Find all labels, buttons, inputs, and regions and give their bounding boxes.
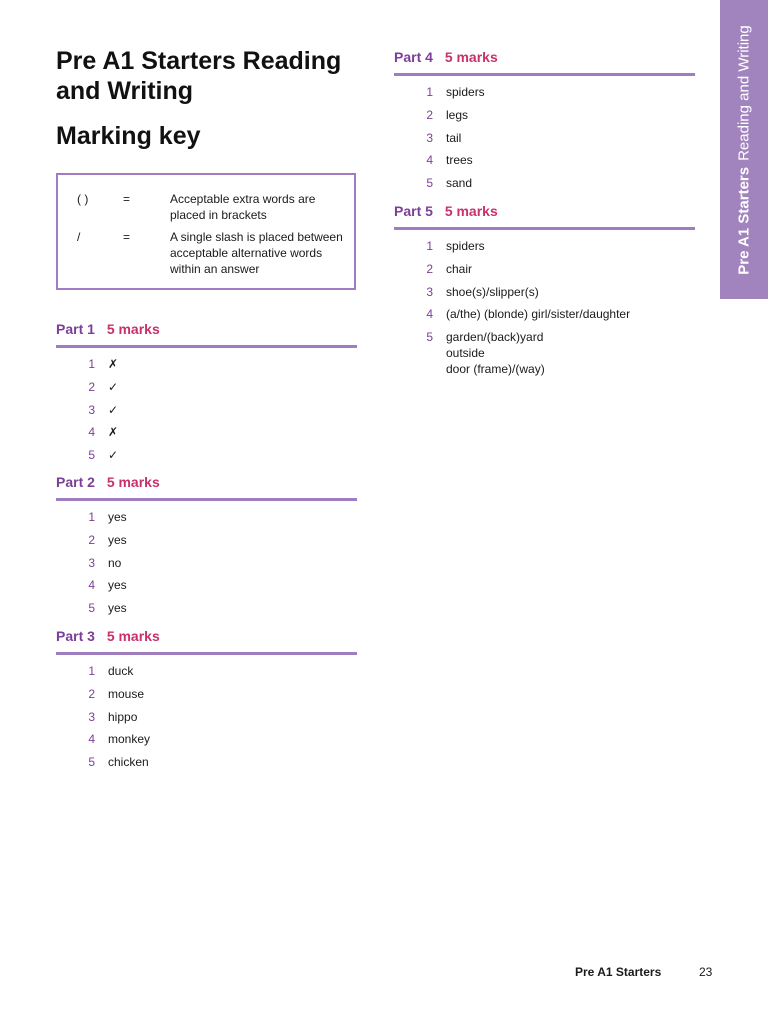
answer-number: 2 <box>426 261 433 276</box>
answer-text: hippo <box>108 709 138 724</box>
answer-row <box>394 84 695 107</box>
part-label: Part 5 <box>394 203 433 219</box>
side-tab <box>720 0 768 299</box>
answer-text: chair <box>446 261 473 276</box>
answer-number: 5 <box>88 448 95 462</box>
key-symbol: ( ) <box>77 192 89 206</box>
part-marks: 5 marks <box>444 203 498 219</box>
answer-number: 1 <box>426 239 433 253</box>
part-heading <box>56 474 357 498</box>
answer-row <box>56 600 357 623</box>
answer-row <box>56 731 357 754</box>
answer-text: garden/(back)yard outside door (frame)/(way) <box>446 330 545 376</box>
answer-number: 1 <box>88 510 95 524</box>
answer-number: 3 <box>88 555 95 570</box>
answer-row <box>394 329 695 376</box>
part-5-section <box>394 203 695 376</box>
answer-row <box>394 261 695 284</box>
answer-row <box>394 107 695 130</box>
answer-number: 5 <box>88 601 95 615</box>
answer-number: 2 <box>88 532 95 547</box>
answer-number: 3 <box>426 284 433 299</box>
key-equals: = <box>123 230 131 244</box>
part-heading <box>56 628 357 652</box>
answer-number: 3 <box>88 709 95 724</box>
answer-text: ✗ <box>108 425 119 440</box>
part-label: Part 1 <box>56 321 95 337</box>
part-2-section <box>56 474 357 623</box>
answer-row <box>394 238 695 261</box>
part-heading <box>394 49 695 73</box>
part-1-section <box>56 321 357 470</box>
key-description: Acceptable extra words are placed in brackets <box>170 192 316 222</box>
side-tab-label <box>736 25 753 274</box>
part-heading <box>56 321 357 345</box>
answer-text: spiders <box>446 239 485 253</box>
answer-text: yes <box>108 578 127 593</box>
answer-text: ✗ <box>108 357 119 371</box>
answer-row <box>56 356 357 379</box>
answer-number: 2 <box>426 107 433 122</box>
answer-number: 2 <box>88 686 95 701</box>
part-label: Part 4 <box>394 49 433 65</box>
answer-number: 4 <box>88 425 95 440</box>
key-symbol: / <box>77 230 81 244</box>
answer-row <box>394 175 695 198</box>
key-equals: = <box>123 192 131 206</box>
answer-row <box>56 709 357 732</box>
part-heading <box>394 203 695 227</box>
answer-text: spiders <box>446 85 485 99</box>
page-number: 23 <box>699 965 713 979</box>
answer-row <box>56 424 357 447</box>
part-label: Part 3 <box>56 628 95 644</box>
page-title: Pre A1 Starters Reading and Writing <box>56 47 342 105</box>
part-4-section <box>394 49 695 198</box>
page-subtitle: Marking key <box>56 122 201 150</box>
answer-number: 1 <box>88 357 95 371</box>
answer-number: 3 <box>426 130 433 145</box>
answer-text: sand <box>446 176 473 190</box>
side-tab-level: Pre A1 Starters <box>735 166 753 275</box>
answer-text: ✓ <box>108 402 119 417</box>
answer-text: yes <box>108 510 127 524</box>
answer-row <box>56 379 357 402</box>
answer-text: shoe(s)/slipper(s) <box>446 284 539 299</box>
answer-row <box>56 686 357 709</box>
answer-text: duck <box>108 664 134 678</box>
answer-number: 5 <box>426 330 433 344</box>
answer-row <box>394 306 695 329</box>
part-marks: 5 marks <box>444 49 498 65</box>
answer-number: 2 <box>88 379 95 394</box>
answer-row <box>56 532 357 555</box>
answer-row <box>394 152 695 175</box>
answer-number: 1 <box>88 664 95 678</box>
answer-number: 5 <box>426 176 433 190</box>
answer-row <box>394 284 695 307</box>
answer-text: ✓ <box>108 379 119 394</box>
part-marks: 5 marks <box>106 321 160 337</box>
answer-row <box>56 402 357 425</box>
part-label: Part 2 <box>56 474 95 490</box>
answer-row <box>56 663 357 686</box>
side-tab-paper: Reading and Writing <box>735 24 753 161</box>
answer-text: yes <box>108 532 127 547</box>
answer-row <box>56 447 357 470</box>
marking-key-box <box>56 173 356 290</box>
answer-text: yes <box>108 601 127 615</box>
answer-number: 4 <box>426 307 433 322</box>
answer-number: 3 <box>88 402 95 417</box>
answer-text: legs <box>446 107 469 122</box>
part-marks: 5 marks <box>106 474 160 490</box>
answer-text: no <box>108 555 122 570</box>
answer-text: ✓ <box>108 448 119 462</box>
answer-number: 1 <box>426 85 433 99</box>
part-3-section <box>56 628 357 777</box>
answer-number: 4 <box>426 153 433 168</box>
answer-number: 4 <box>88 732 95 747</box>
answer-text: monkey <box>108 732 151 747</box>
answer-text: mouse <box>108 686 145 701</box>
answer-text: (a/the) (blonde) girl/sister/daughter <box>446 307 631 322</box>
footer-label: Pre A1 Starters <box>575 965 662 979</box>
answer-row <box>56 509 357 532</box>
answer-text: tail <box>446 130 462 145</box>
answer-text: chicken <box>108 755 149 769</box>
answer-row <box>56 555 357 578</box>
answer-number: 4 <box>88 578 95 593</box>
part-marks: 5 marks <box>106 628 160 644</box>
key-description: A single slash is placed between acceptable alternative words within an answer <box>170 230 343 276</box>
answer-number: 5 <box>88 755 95 769</box>
answer-text: trees <box>446 153 473 168</box>
answer-row <box>56 577 357 600</box>
answer-row <box>56 754 357 777</box>
answer-row <box>394 130 695 153</box>
